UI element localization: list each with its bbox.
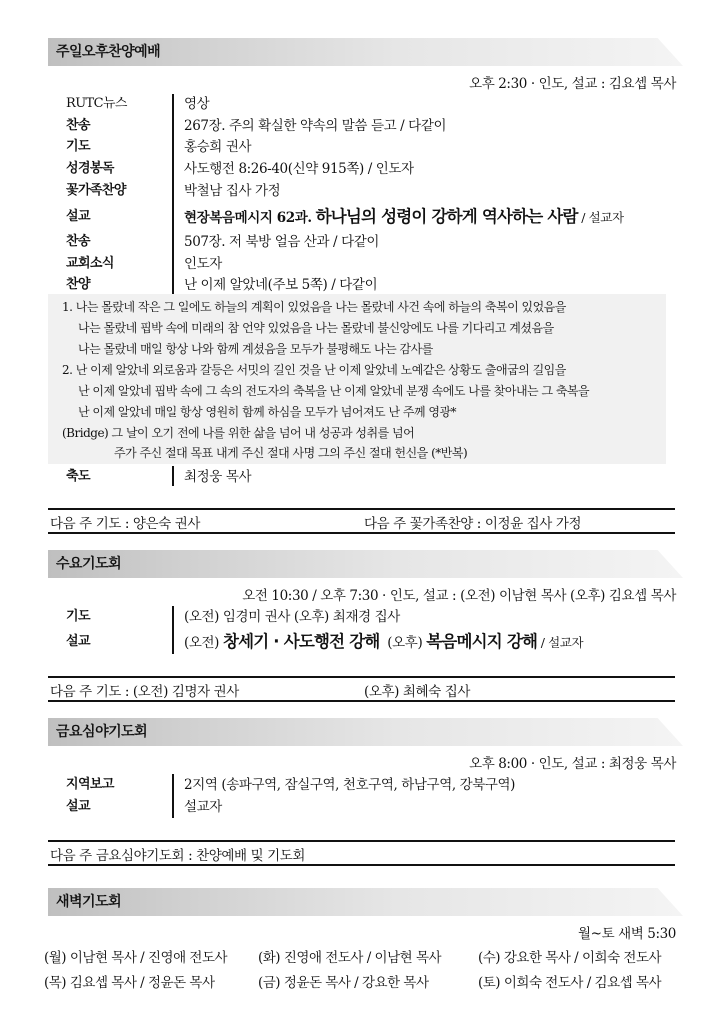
- order-value: 최정웅 목사: [184, 469, 252, 485]
- lyric-line: 나는 몰랐네 매일 항상 나와 함께 계셨음을 모두가 불평해도 나는 감사를: [78, 342, 433, 356]
- order-label: 성경봉독: [66, 161, 114, 176]
- rule-line: [48, 508, 675, 510]
- pm-tag: (오후): [387, 635, 423, 651]
- next-week-prayer-am: 다음 주 기도 : (오전) 김명자 권사: [50, 684, 239, 700]
- lyrics-box: [48, 294, 666, 464]
- divider-bar: [172, 774, 174, 818]
- order-label: 기도: [66, 139, 90, 154]
- next-week-prayer: 다음 주 기도 : 양은숙 권사: [50, 516, 201, 532]
- section-header-sunday: [48, 38, 683, 66]
- dawn-schedule-mon: (월) 이남현 목사 / 진영애 전도사: [44, 950, 228, 966]
- order-value: 박철남 집사 가정: [184, 183, 281, 199]
- am-sermon-title: 창세기 · 사도행전 강해: [222, 632, 380, 651]
- section-title: 새벽기도회: [56, 894, 122, 910]
- lyric-line: 난 이제 알았네 핍박 속에 그 속의 전도자의 축복을 난 이제 알았네 분쟁 속에도 나를 찾아내는 그 축복을: [78, 384, 590, 398]
- order-value: 홍승희 권사: [184, 139, 252, 155]
- service-info: 월~토 새벽 5:30: [578, 926, 676, 942]
- rule-line: [48, 676, 675, 678]
- rule-line: [48, 864, 675, 866]
- lyric-line: (Bridge) 그 날이 오기 전에 나를 위한 삶을 넘어 내 성공과 성취를 넘어: [62, 426, 415, 440]
- lyric-line: 2. 난 이제 알았네 외로움과 갈등은 서밋의 길인 것을 난 이제 알았네 노예같은 상황도 출애굽의 길임을: [62, 363, 566, 377]
- order-value: 난 이제 알았네(주보 5쪽) / 다같이: [184, 277, 378, 293]
- order-value: 사도행전 8:26-40(신약 915쪽) / 인도자: [184, 161, 414, 177]
- sermon-suffix: / 설교자: [577, 210, 624, 225]
- order-label: 축도: [66, 469, 90, 484]
- pm-sermon-title: 복음메시지 강해: [426, 632, 538, 651]
- order-label: 설교: [66, 799, 90, 814]
- next-week-prayer-pm: (오후) 최혜숙 집사: [364, 684, 471, 700]
- divider-bar: [172, 466, 174, 486]
- sermon-title: 하나님의 성령이 강하게 역사하는 사람: [315, 207, 578, 226]
- order-label: 찬양: [66, 277, 90, 292]
- header-band: [48, 888, 683, 916]
- order-label: 설교: [66, 209, 90, 224]
- lyric-line: 1. 나는 몰랐네 작은 그 일에도 하늘의 계획이 있었음을 나는 몰랐네 사건 속에 하늘의 축복이 있었음을: [62, 300, 566, 314]
- order-label: RUTC뉴스: [66, 96, 127, 111]
- dawn-schedule-thu: (목) 김요셉 목사 / 정윤돈 목사: [44, 975, 215, 991]
- order-label: 찬송: [66, 118, 90, 133]
- order-label: 지역보고: [66, 777, 114, 792]
- sermon-value: [184, 630, 583, 655]
- section-header-dawn: [48, 888, 683, 916]
- lyric-line: 주가 주신 절대 목표 내게 주신 절대 사명 그의 주신 절대 헌신을 (*반복): [114, 446, 468, 460]
- order-label: 설교: [66, 634, 90, 649]
- section-title: 주일오후찬양예배: [56, 44, 161, 60]
- next-week-flower: 다음 주 꽃가족찬양 : 이정윤 집사 가정: [364, 516, 582, 532]
- am-tag: (오전): [184, 635, 220, 651]
- section-header-wednesday: [48, 550, 683, 578]
- rule-line: [48, 700, 675, 702]
- lyric-line: 난 이제 알았네 매일 항상 영원히 함께 하심을 모두가 넘어져도 난 주께 영광*: [78, 405, 457, 419]
- order-value: 2지역 (송파구역, 잠실구역, 천호구역, 하남구역, 강북구역): [184, 777, 516, 793]
- lyric-line: 나는 몰랐네 핍박 속에 미래의 참 언약 있었음을 나는 몰랐네 불신앙에도 나를 기다리고 계셨음을: [78, 321, 554, 335]
- rule-line: [48, 532, 675, 534]
- order-label: 기도: [66, 609, 90, 624]
- dawn-schedule-fri: (금) 정윤돈 목사 / 강요한 목사: [258, 975, 429, 991]
- rule-line: [48, 840, 675, 842]
- service-info: 오후 2:30 · 인도, 설교 : 김요셉 목사: [469, 76, 676, 92]
- order-value: 설교자: [184, 799, 222, 815]
- sermon-value: [184, 205, 624, 230]
- next-week-friday: 다음 주 금요심야기도회 : 찬양예배 및 기도회: [50, 848, 306, 864]
- order-label: 교회소식: [66, 256, 114, 271]
- service-info: 오후 8:00 · 인도, 설교 : 최정웅 목사: [469, 756, 676, 772]
- section-title: 수요기도회: [56, 556, 122, 572]
- sermon-series: 현장복음메시지 62과.: [184, 210, 312, 226]
- divider-bar: [172, 94, 174, 294]
- divider-bar: [172, 606, 174, 654]
- sermon-suffix: / 설교자: [537, 635, 584, 650]
- order-value: 영상: [184, 96, 210, 112]
- order-value: 인도자: [184, 256, 222, 272]
- section-header-friday: [48, 718, 683, 746]
- order-value: 507장. 저 북방 얼음 산과 / 다같이: [184, 234, 380, 250]
- order-value: 267장. 주의 확실한 약속의 말씀 듣고 / 다같이: [184, 118, 447, 134]
- dawn-schedule-tue: (화) 진영애 전도사 / 이남현 목사: [258, 950, 442, 966]
- order-value: (오전) 임경미 권사 (오후) 최재경 집사: [184, 609, 400, 625]
- section-title: 금요심야기도회: [56, 724, 148, 740]
- dawn-schedule-sat: (토) 이희숙 전도사 / 김요셉 목사: [478, 975, 662, 991]
- dawn-schedule-wed: (수) 강요한 목사 / 이희숙 전도사: [478, 950, 662, 966]
- order-label: 찬송: [66, 234, 90, 249]
- service-info: 오전 10:30 / 오후 7:30 · 인도, 설교 : (오전) 이남현 목사 (오후) 김요셉 목사: [242, 588, 676, 604]
- header-band: [48, 550, 683, 578]
- order-label: 꽃가족찬양: [66, 183, 126, 198]
